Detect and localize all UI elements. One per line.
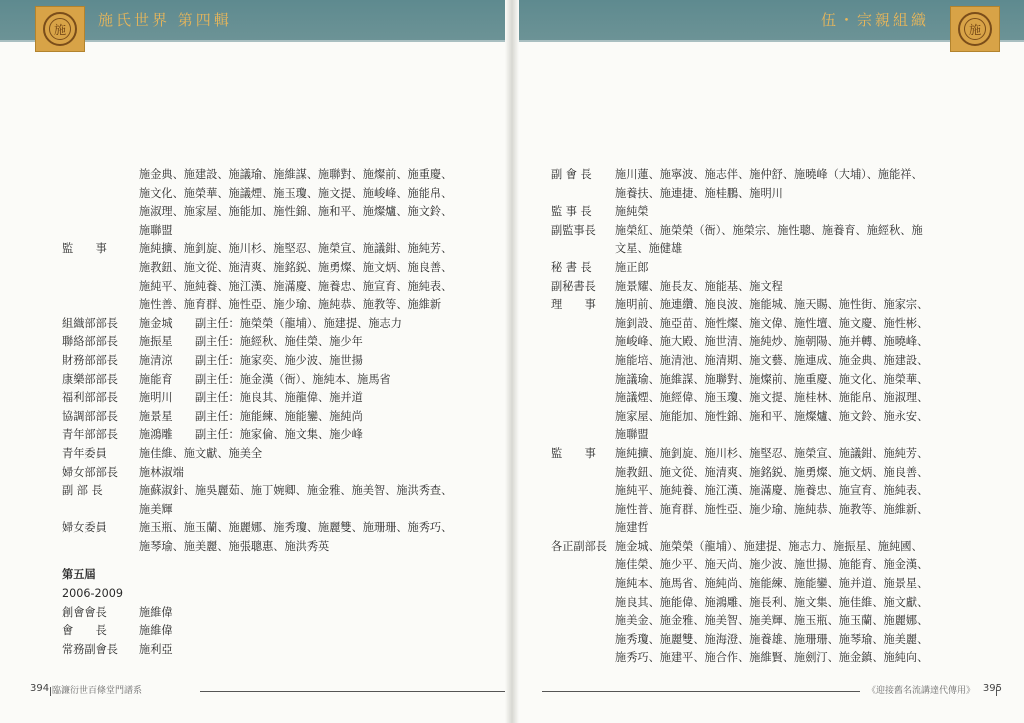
member-names: 施維偉: [139, 624, 173, 638]
roster-row: [62, 445, 492, 464]
role-label: [551, 389, 615, 408]
member-names: 施聯盟: [615, 428, 649, 442]
roster-row: [551, 649, 991, 668]
member-names: 施榮紅、施榮榮（衙）、施榮宗、施性聰、施養育、施經秋、施: [615, 223, 923, 237]
role-label: [551, 575, 615, 594]
right-page: [512, 0, 1024, 723]
roster-row: [62, 464, 492, 483]
role-label: 財務部部長: [62, 353, 118, 367]
footer-title: 《迎接舊名流講達代傳用》: [867, 686, 976, 696]
role-label: [62, 166, 139, 185]
role-label: 秘 書 長: [551, 260, 592, 274]
roster-row: [551, 426, 991, 445]
left-member-list: [62, 166, 492, 659]
roster-row: [62, 185, 492, 204]
role-label: 副監事長: [551, 223, 596, 237]
member-names: 施純擴、施釗旋、施川杉、施堅忍、施榮宣、施議鉗、施純芳、: [615, 446, 929, 460]
section-title: 第五屆: [62, 568, 96, 582]
right-member-list: [551, 166, 991, 668]
role-label: 康樂部部長: [62, 372, 118, 386]
roster-row: [551, 556, 991, 575]
member-names: 施純榮: [615, 205, 649, 219]
role-label: [551, 464, 615, 483]
role-label: [62, 259, 139, 278]
clan-emblem-icon: 施: [950, 6, 1000, 52]
footer-title: 臨濂衍世百條堂門譜系: [52, 686, 143, 696]
member-names: 施美金、施金雅、施美智、施美輝、施玉瓶、施玉蘭、施麗娜、: [615, 614, 929, 628]
roster-row: [551, 203, 991, 222]
member-names: 施文化、施榮華、施議煙、施玉瓊、施文提、施峻峰、施能帛、: [139, 186, 453, 200]
role-label: [551, 482, 615, 501]
roster-row: [551, 575, 991, 594]
page-number: 394: [30, 683, 50, 694]
role-label: 福利部部長: [62, 391, 118, 405]
member-names: 施維偉: [139, 605, 173, 619]
roster-row: [62, 371, 492, 390]
roster-row: [551, 482, 991, 501]
member-names: 施淑理、施家屋、施能加、施性錦、施和平、施燦爐、施文鈴、: [139, 205, 453, 219]
roster-row: [62, 426, 492, 445]
role-label: 創會會長: [62, 605, 107, 619]
member-names: 施清涼 副主任：施家奕、施少波、施世揚: [139, 353, 363, 367]
role-label: 婦女部部長: [62, 465, 118, 479]
roster-row: [62, 166, 492, 185]
member-names: 施明川 副主任：施良其、施龍偉、施并道: [139, 391, 363, 405]
role-label: [62, 501, 139, 520]
role-label: [551, 352, 615, 371]
roster-row: [62, 315, 492, 334]
role-label: 副 部 長: [62, 484, 103, 498]
member-names: 施川蓮、施寧波、施志伴、施仲舒、施曉峰（大埔）、施能祥、: [615, 168, 923, 181]
roster-row: [551, 594, 991, 613]
member-names: 施能育 副主任：施金漢（衙）、施純本、施馬省: [139, 372, 391, 386]
member-names: 施純擴、施釗旋、施川杉、施堅忍、施榮宣、施議鉗、施純芳、: [139, 242, 453, 256]
role-label: [62, 296, 139, 315]
role-label: 協調部部長: [62, 409, 118, 423]
footer-rule: [200, 691, 512, 692]
role-label: 監 事: [62, 242, 107, 256]
role-label: 青年部部長: [62, 428, 118, 442]
roster-row: [551, 315, 991, 334]
roster-row: [551, 408, 991, 427]
page-header-bar: [512, 0, 1024, 40]
role-label: [551, 556, 615, 575]
roster-row: [62, 352, 492, 371]
member-names: 施秀巧、施建平、施合作、施維賢、施劍汀、施金鎮、施純向、: [615, 651, 929, 665]
roster-row: [551, 166, 991, 185]
roster-row: [551, 612, 991, 631]
member-names: 施玉瓶、施玉蘭、施麗娜、施秀瓊、施麗雙、施珊珊、施秀巧、: [139, 521, 453, 535]
member-names: 施良其、施能偉、施鴻雕、施長利、施文集、施佳維、施文獻、: [615, 595, 929, 609]
member-names: 施能培、施清池、施清期、施文藝、施連成、施金典、施建設、: [615, 353, 929, 367]
member-names: 施純本、施馬省、施純尚、施能練、施能鑾、施并道、施景星、: [615, 577, 929, 591]
roster-row: [551, 333, 991, 352]
member-names: 施家屋、施能加、施性錦、施和平、施燦爐、施文鈴、施永安、: [615, 409, 929, 423]
header-rule: [512, 40, 1024, 42]
member-names: 施景耀、施長友、施能基、施文程: [615, 279, 783, 293]
member-names: 施養扶、施連捷、施桂鵬、施明川: [615, 186, 783, 200]
member-names: 施釗設、施亞苗、施性燦、施文偉、施性壇、施文慶、施性彬、: [615, 316, 929, 330]
left-header-title: 施氏世界 第四輯: [98, 11, 232, 29]
member-names: 施鴻雕 副主任：施家倫、施文集、施少峰: [139, 428, 363, 442]
member-names: 施峻峰、施大殿、施世清、施純炒、施朝陽、施并轉、施曉峰、: [615, 335, 929, 349]
roster-row: [62, 203, 492, 222]
role-label: 監 事 長: [551, 205, 592, 219]
book-gutter: [505, 0, 519, 723]
role-label: [62, 203, 139, 222]
roster-row: [551, 389, 991, 408]
roster-row: [62, 222, 492, 241]
role-label: 副 會 長: [551, 168, 592, 181]
roster-row: [62, 622, 492, 641]
roster-row: [551, 352, 991, 371]
member-names: 施教鈕、施文從、施清爽、施銘鋭、施勇燦、施文炳、施良善、: [615, 465, 929, 479]
roster-row: [551, 501, 991, 520]
left-footer: [30, 683, 500, 697]
right-header-title: 伍・宗親組織: [820, 11, 929, 29]
member-names: 施性普、施育群、施性亞、施少瑜、施純恭、施教等、施維新、: [615, 502, 929, 516]
role-label: 監 事: [551, 446, 596, 460]
roster-row: [62, 519, 492, 538]
roster-row: [62, 408, 492, 427]
member-names: 施林淑端: [139, 465, 184, 479]
member-names: 施議瑜、施維謀、施聯對、施燦前、施重慶、施文化、施榮華、: [615, 372, 929, 386]
role-label: [551, 240, 615, 259]
roster-row: [62, 259, 492, 278]
roster-row: [551, 296, 991, 315]
roster-row: [62, 333, 492, 352]
roster-row: [62, 641, 492, 660]
role-label: 組織部部長: [62, 316, 118, 330]
member-names: 施佳榮、施少平、施天尚、施少波、施世揚、施能育、施金漢、: [615, 558, 929, 572]
roster-row: [62, 501, 492, 520]
member-names: 施正郎: [615, 260, 649, 274]
roster-row: [62, 240, 492, 259]
roster-row: [62, 278, 492, 297]
member-names: 施議煙、施經偉、施玉瓊、施文提、施桂林、施能帛、施淑理、: [615, 391, 929, 405]
roster-row: [551, 259, 991, 278]
member-names: 施利亞: [139, 642, 173, 656]
member-names: 施秀瓊、施麗雙、施海澄、施養雄、施珊珊、施琴瑜、施美麗、: [615, 632, 929, 646]
member-names: 施純平、施純養、施江漢、施滿慶、施養忠、施宣育、施純表、: [615, 484, 929, 498]
role-label: [551, 371, 615, 390]
role-label: [62, 185, 139, 204]
role-label: [62, 538, 139, 557]
roster-row: [62, 296, 492, 315]
role-label: 婦女委員: [62, 521, 107, 535]
role-label: [551, 594, 615, 613]
member-names: 施聯盟: [139, 223, 173, 237]
role-label: 會 長: [62, 624, 107, 638]
section-years: 2006-2009: [62, 587, 123, 601]
member-names: 施美輝: [139, 502, 173, 516]
member-names: 施振星 副主任：施經秋、施佳榮、施少年: [139, 335, 363, 349]
role-label: [551, 631, 615, 650]
member-names: 施景星 副主任：施能練、施能鑾、施純尚: [139, 409, 363, 423]
roster-row: [551, 538, 991, 557]
roster-row: [551, 371, 991, 390]
roster-row: [551, 278, 991, 297]
role-label: 常務副會長: [62, 642, 118, 656]
role-label: [551, 426, 615, 445]
role-label: [551, 519, 615, 538]
role-label: [551, 185, 615, 204]
roster-row: [551, 519, 991, 538]
role-label: [551, 333, 615, 352]
roster-row: [62, 389, 492, 408]
role-label: [62, 222, 139, 241]
role-label: 副秘書長: [551, 279, 596, 293]
role-label: 各正副部長: [551, 539, 607, 553]
member-names: 施建哲: [615, 521, 649, 535]
member-names: 施金城、施榮榮（龍埔）、施建提、施志力、施振星、施純國、: [615, 539, 923, 553]
page-number: 395: [982, 683, 1002, 694]
roster-row: [551, 464, 991, 483]
role-label: [551, 649, 615, 668]
roster-row: [62, 604, 492, 623]
role-label: [551, 612, 615, 631]
footer-rule: [542, 691, 860, 692]
role-label: [551, 501, 615, 520]
roster-row: [551, 185, 991, 204]
role-label: [62, 278, 139, 297]
member-names: 施性善、施育群、施性亞、施少瑜、施純恭、施教等、施維新: [139, 298, 442, 312]
member-names: 施明前、施連纘、施良波、施能城、施天賜、施性街、施家宗、: [615, 298, 929, 312]
roster-row: [62, 482, 492, 501]
roster-row: [551, 222, 991, 241]
roster-row: [551, 631, 991, 650]
role-label: 理 事: [551, 298, 596, 312]
roster-row: [551, 240, 991, 259]
member-names: 施佳維、施文獻、施美全: [139, 446, 263, 460]
member-names: 施蘇淑針、施吳麗茹、施丁婉卿、施金雅、施美智、施洪秀查、: [139, 484, 453, 498]
member-names: 施金典、施建設、施議瑜、施維謀、施聯對、施燦前、施重慶、: [139, 168, 453, 181]
roster-row: [62, 538, 492, 557]
member-names: 施純平、施純養、施江漢、施滿慶、施養忠、施宣育、施純表、: [139, 279, 453, 293]
member-names: 施教鈕、施文從、施清爽、施銘鋭、施勇燦、施文炳、施良善、: [139, 260, 453, 274]
role-label: [551, 408, 615, 427]
member-names: 施金城 副主任：施榮榮（龍埔）、施建提、施志力: [139, 316, 402, 330]
role-label: 聯絡部部長: [62, 335, 118, 349]
roster-row: [551, 445, 991, 464]
right-footer: [512, 683, 1002, 697]
role-label: 青年委員: [62, 446, 107, 460]
clan-emblem-icon: 施: [35, 6, 85, 52]
role-label: [551, 315, 615, 334]
member-names: 施琴瑜、施美麗、施張聰惠、施洪秀英: [139, 539, 330, 553]
member-names: 文星、施健雄: [615, 242, 683, 256]
